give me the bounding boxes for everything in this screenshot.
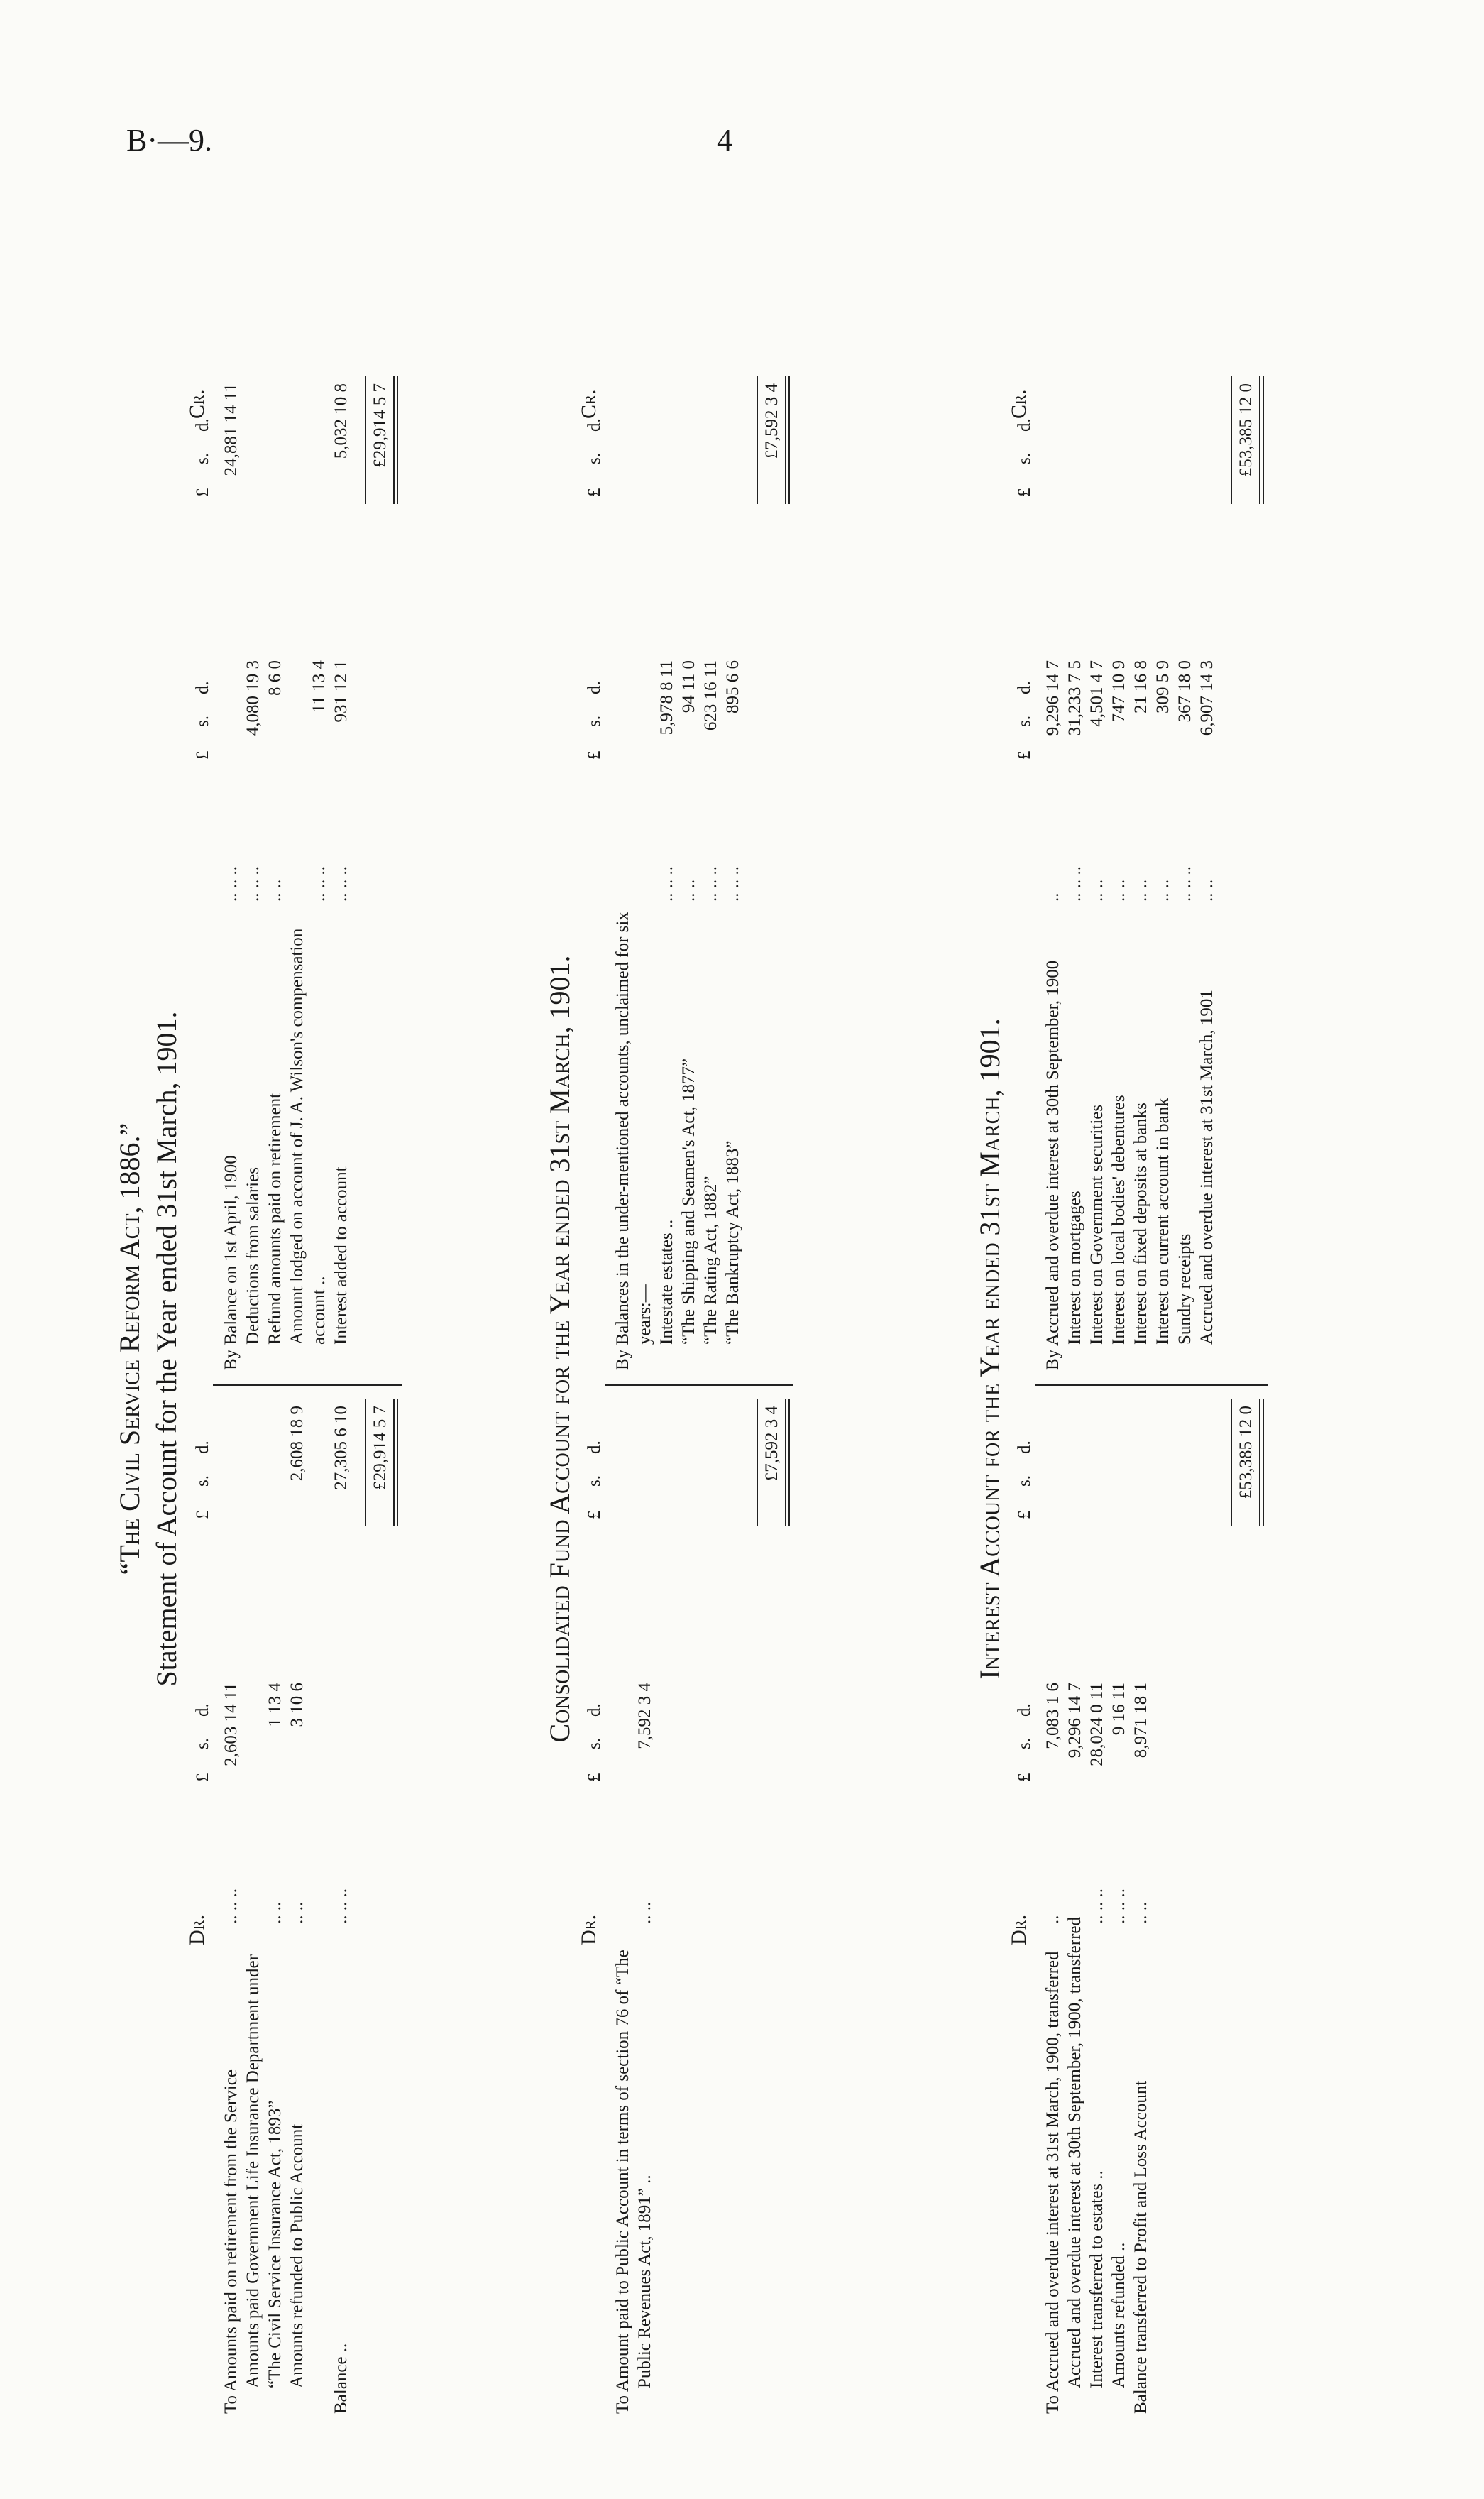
rotated-accounts-canvas bbox=[114, 284, 1405, 2414]
credit-subtotal: 5,032 10 8 bbox=[331, 383, 351, 459]
credit-item-text: Interest on current account in bank bbox=[1153, 1098, 1172, 1345]
credit-amount: 11 13 4 bbox=[309, 660, 329, 713]
debit-leader-dots: .. .. bbox=[1131, 1901, 1150, 1924]
credit-total-column-head-pounds: £ bbox=[193, 488, 212, 497]
credit-total-rule bbox=[1231, 376, 1232, 504]
debit-credit-divider bbox=[605, 1384, 793, 1386]
debit-leader-dots: .. .. .. bbox=[1087, 1888, 1106, 1924]
debit-total-column-head-pounds: £ bbox=[585, 1510, 604, 1519]
credit-total-rule bbox=[757, 376, 758, 504]
credit-amount: 309 5 9 bbox=[1153, 660, 1172, 713]
debit-column-head-shillings: s. bbox=[193, 1738, 212, 1749]
credit-item-text: Deductions from salaries bbox=[243, 1167, 263, 1345]
debit-total-double-rule bbox=[1259, 1399, 1264, 1526]
credit-item-text: Intestate estates .. bbox=[657, 1219, 676, 1345]
credit-item-text: Sundry receipts bbox=[1175, 1233, 1194, 1345]
credit-item-text: account .. bbox=[309, 1276, 329, 1345]
credit-item-text: Interest on fixed deposits at banks bbox=[1131, 1103, 1150, 1345]
credit-item-text: By Balances in the under-mentioned accounts, unclaimed for six bbox=[613, 912, 632, 1370]
debit-amount: 7,083 1 6 bbox=[1043, 1683, 1062, 1749]
debit-total-column-head-pounds: £ bbox=[1015, 1510, 1034, 1519]
debit-amount: 8,971 18 1 bbox=[1131, 1683, 1150, 1759]
credit-column-head-pounds: £ bbox=[585, 750, 604, 760]
credit-amount: 747 10 9 bbox=[1109, 660, 1128, 723]
credit-column-head-pounds: £ bbox=[193, 750, 212, 760]
credit-label: Cr. bbox=[1007, 389, 1030, 419]
credit-total-column-head-pence: d. bbox=[1015, 418, 1034, 432]
credit-item-text: Refund amounts paid on retirement bbox=[265, 1093, 285, 1345]
credit-leader-dots: .. .. bbox=[1087, 879, 1106, 902]
credit-item-text: Interest on Government securities bbox=[1087, 1104, 1106, 1345]
credit-item-text: Amount lodged on account of J. A. Wilson's compensation bbox=[287, 928, 307, 1345]
debit-column-head-pounds: £ bbox=[585, 1773, 604, 1782]
credit-amount: 6,907 14 3 bbox=[1197, 660, 1216, 736]
credit-amount: 931 12 1 bbox=[331, 660, 351, 723]
credit-total-rule bbox=[365, 376, 366, 504]
debit-item-text: Amounts refunded to Public Account bbox=[287, 2123, 307, 2388]
credit-leader-dots: .. .. .. bbox=[243, 866, 263, 902]
debit-leader-dots: .. .. .. bbox=[1109, 1888, 1128, 1924]
credit-item-text: Accrued and overdue interest at 31st March, 1901 bbox=[1197, 990, 1216, 1345]
accounts-container bbox=[114, 284, 1404, 2414]
credit-amount: 9,296 14 7 bbox=[1043, 660, 1062, 736]
debit-amount: 1 13 4 bbox=[265, 1683, 285, 1727]
debit-item-text: Amounts paid Government Life Insurance Department under bbox=[243, 1954, 263, 2388]
account-subtitle: Statement of Account for the Year ended 31st March, 1901. bbox=[150, 1011, 182, 1687]
account-section bbox=[544, 284, 974, 2414]
debit-leader-dots: .. .. .. bbox=[331, 1888, 351, 1924]
credit-item-text: By Accrued and overdue interest at 30th September, 1900 bbox=[1043, 960, 1062, 1370]
credit-leader-dots: .. .. bbox=[265, 879, 285, 902]
credit-item-text: Interest on mortgages bbox=[1065, 1191, 1084, 1345]
debit-item-text: Balance .. bbox=[331, 2343, 351, 2414]
credit-amount: 4,080 19 3 bbox=[243, 660, 263, 736]
credit-total-column-head-shillings: s. bbox=[193, 453, 212, 464]
debit-column-head-pence: d. bbox=[1015, 1703, 1034, 1717]
debit-item-text: To Amount paid to Public Account in terms of section 76 of “The bbox=[613, 1950, 632, 2414]
debit-total: £7,592 3 4 bbox=[762, 1406, 781, 1482]
debit-leader-dots: .. .. bbox=[635, 1901, 654, 1924]
credit-leader-dots: .. bbox=[1043, 892, 1062, 902]
credit-column-head-shillings: s. bbox=[1015, 716, 1034, 727]
debit-label: Dr. bbox=[1007, 1914, 1030, 1945]
account-section bbox=[974, 284, 1404, 2414]
credit-item-text: Interest added to account bbox=[331, 1166, 351, 1345]
debit-total-column-head-pounds: £ bbox=[193, 1510, 212, 1519]
debit-total: £29,914 5 7 bbox=[370, 1406, 390, 1490]
credit-total-column-head-pence: d. bbox=[193, 418, 212, 432]
document-reference: B·—9. bbox=[126, 123, 212, 158]
credit-column-head-shillings: s. bbox=[585, 716, 604, 727]
debit-total-column-head-shillings: s. bbox=[585, 1475, 604, 1487]
debit-item-text: To Amounts paid on retirement from the Service bbox=[221, 2069, 241, 2414]
debit-column-head-pounds: £ bbox=[193, 1773, 212, 1782]
credit-item-text: “The Bankruptcy Act, 1883” bbox=[723, 1140, 742, 1345]
credit-item-text: years:— bbox=[635, 1284, 654, 1345]
credit-label: Cr. bbox=[185, 389, 209, 419]
debit-amount: 3 10 6 bbox=[287, 1683, 307, 1727]
credit-item-text: By Balance on 1st April, 1900 bbox=[221, 1155, 241, 1370]
credit-total-column-head-pounds: £ bbox=[585, 488, 604, 497]
credit-leader-dots: .. .. .. bbox=[1065, 866, 1084, 902]
credit-label: Cr. bbox=[577, 389, 600, 419]
credit-leader-dots: .. .. .. bbox=[309, 866, 329, 902]
credit-leader-dots: .. .. bbox=[1197, 879, 1216, 902]
credit-amount: 4,501 4 7 bbox=[1087, 660, 1106, 727]
credit-total-column-head-pounds: £ bbox=[1015, 488, 1034, 497]
credit-total-column-head-pence: d. bbox=[585, 418, 604, 432]
debit-amount: 2,603 14 11 bbox=[221, 1683, 241, 1766]
debit-total-double-rule bbox=[393, 1399, 398, 1526]
credit-amount: 367 18 0 bbox=[1175, 660, 1194, 723]
debit-column-head-pounds: £ bbox=[1015, 1773, 1034, 1782]
debit-total-rule bbox=[757, 1399, 758, 1526]
account-section bbox=[114, 284, 544, 2414]
debit-column-head-shillings: s. bbox=[1015, 1738, 1034, 1749]
credit-column-head-shillings: s. bbox=[193, 716, 212, 727]
debit-amount: 7,592 3 4 bbox=[635, 1683, 654, 1749]
credit-column-head-pounds: £ bbox=[1015, 750, 1034, 760]
account-title: Interest Account for the Year ended 31st March, 1901. bbox=[974, 1018, 1006, 1680]
debit-total: £53,385 12 0 bbox=[1236, 1406, 1255, 1499]
debit-amount: 9,296 14 7 bbox=[1065, 1683, 1084, 1759]
debit-label: Dr. bbox=[185, 1914, 209, 1945]
debit-credit-divider bbox=[213, 1384, 402, 1386]
debit-column-head-pence: d. bbox=[585, 1703, 604, 1717]
credit-total-double-rule bbox=[1259, 376, 1264, 504]
credit-total: £7,592 3 4 bbox=[762, 383, 781, 459]
credit-column-head-pence: d. bbox=[1015, 681, 1034, 694]
credit-amount: 623 16 11 bbox=[701, 660, 720, 731]
debit-total-double-rule bbox=[785, 1399, 790, 1526]
credit-column-head-pence: d. bbox=[193, 681, 212, 694]
debit-leader-dots: .. .. bbox=[265, 1901, 285, 1924]
debit-column-head-shillings: s. bbox=[585, 1738, 604, 1749]
debit-total-rule bbox=[365, 1399, 366, 1526]
credit-leader-dots: .. .. .. bbox=[331, 866, 351, 902]
credit-leader-dots: .. .. bbox=[1131, 879, 1150, 902]
credit-total-double-rule bbox=[393, 376, 398, 504]
credit-subtotal: 24,881 14 11 bbox=[221, 383, 241, 476]
credit-amount: 895 6 6 bbox=[723, 660, 742, 713]
debit-column-head-pence: d. bbox=[193, 1703, 212, 1717]
credit-amount: 8 6 0 bbox=[265, 660, 285, 696]
debit-leader-dots: .. bbox=[1043, 1915, 1062, 1924]
debit-total-column-head-pence: d. bbox=[585, 1440, 604, 1454]
debit-item-text: Public Revenues Act, 1891” .. bbox=[635, 2175, 654, 2388]
debit-item-text: “The Civil Service Insurance Act, 1893” bbox=[265, 2100, 285, 2388]
debit-subtotal: 27,305 6 10 bbox=[331, 1406, 351, 1490]
credit-column-head-pence: d. bbox=[585, 681, 604, 694]
credit-amount: 94 11 0 bbox=[679, 660, 698, 713]
credit-item-text: “The Shipping and Seamen's Act, 1877” bbox=[679, 1058, 698, 1345]
debit-item-text: Accrued and overdue interest at 30th September, 1900, transferred bbox=[1065, 1916, 1084, 2388]
credit-item-text: Interest on local bodies' debentures bbox=[1109, 1095, 1128, 1345]
account-title: “The Civil Service Reform Act, 1886.” bbox=[114, 1122, 145, 1575]
credit-leader-dots: .. .. bbox=[1153, 879, 1172, 902]
debit-item-text: Interest transferred to estates .. bbox=[1087, 2170, 1106, 2388]
credit-total-double-rule bbox=[785, 376, 790, 504]
credit-leader-dots: .. .. bbox=[1109, 879, 1128, 902]
debit-leader-dots: .. .. .. bbox=[221, 1888, 241, 1924]
debit-leader-dots: .. .. bbox=[287, 1901, 307, 1924]
debit-item-text: To Accrued and overdue interest at 31st March, 1900, transferred bbox=[1043, 1951, 1062, 2414]
debit-credit-divider bbox=[1035, 1384, 1268, 1386]
debit-total-column-head-shillings: s. bbox=[193, 1475, 212, 1487]
debit-total-column-head-pence: d. bbox=[1015, 1440, 1034, 1454]
credit-leader-dots: .. .. .. bbox=[1175, 866, 1194, 902]
credit-amount: 21 16 8 bbox=[1131, 660, 1150, 713]
credit-total-column-head-shillings: s. bbox=[1015, 453, 1034, 464]
credit-leader-dots: .. .. .. bbox=[221, 866, 241, 902]
debit-subtotal: 2,608 18 9 bbox=[287, 1406, 307, 1482]
debit-amount: 28,024 0 11 bbox=[1087, 1683, 1106, 1766]
debit-total-rule bbox=[1231, 1399, 1232, 1526]
credit-total-column-head-shillings: s. bbox=[585, 453, 604, 464]
debit-total-column-head-shillings: s. bbox=[1015, 1475, 1034, 1487]
credit-leader-dots: .. .. .. bbox=[657, 866, 676, 902]
debit-total-column-head-pence: d. bbox=[193, 1440, 212, 1454]
debit-amount: 9 16 11 bbox=[1109, 1683, 1128, 1736]
credit-leader-dots: .. .. .. bbox=[723, 866, 742, 902]
debit-item-text: Balance transferred to Profit and Loss Account bbox=[1131, 2080, 1150, 2414]
account-title: Consolidated Fund Account for the Year ended 31st March, 1901. bbox=[544, 955, 576, 1743]
credit-total: £29,914 5 7 bbox=[370, 383, 390, 468]
page-number: 4 bbox=[717, 123, 732, 158]
credit-amount: 5,978 8 11 bbox=[657, 660, 676, 736]
debit-label: Dr. bbox=[577, 1914, 600, 1945]
credit-leader-dots: .. .. .. bbox=[701, 866, 720, 902]
credit-item-text: “The Rating Act, 1882” bbox=[701, 1176, 720, 1345]
credit-leader-dots: .. .. bbox=[679, 879, 698, 902]
credit-amount: 31,233 7 5 bbox=[1065, 660, 1084, 736]
debit-item-text: Amounts refunded .. bbox=[1109, 2242, 1128, 2388]
credit-total: £53,385 12 0 bbox=[1236, 383, 1255, 477]
